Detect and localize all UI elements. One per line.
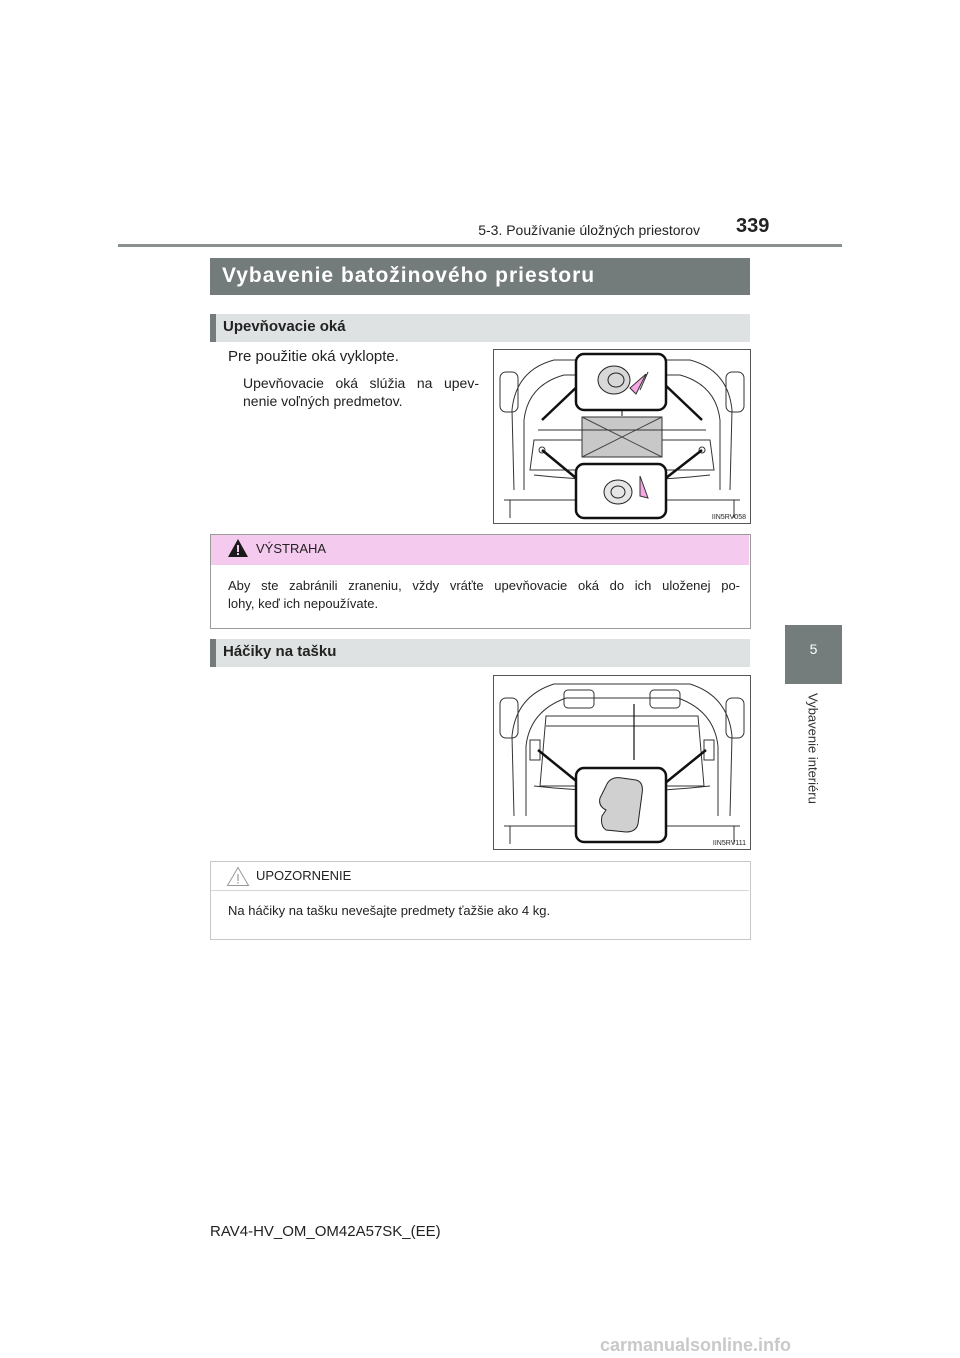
warning-text-line1: Aby ste zabránili zraneniu, vždy vráťte upevňovacie oká do ich uloženej po- — [228, 578, 740, 593]
tie-down-hooks-figure — [493, 349, 751, 524]
caution-triangle-icon — [226, 866, 250, 887]
notice-divider — [211, 890, 749, 891]
notice-title: UPOZORNENIE — [256, 868, 352, 883]
bag-hooks-illustration — [494, 676, 750, 849]
warning-triangle-icon — [227, 538, 249, 558]
warning-title: VÝSTRAHA — [256, 541, 327, 556]
chapter-number: 5 — [809, 641, 818, 657]
section1-description-line1: Upevňovacie oká slúžia na upev- — [243, 375, 479, 391]
tie-down-hooks-illustration — [494, 350, 750, 523]
section1-heading: Upevňovacie oká — [223, 318, 346, 335]
section2-heading-accent — [210, 639, 216, 667]
warning-text-line2: lohy, keď ich nepoužívate. — [228, 596, 379, 611]
bag-hooks-figure — [493, 675, 751, 850]
page-title: Vybavenie batožinového priestoru — [222, 264, 596, 287]
figure2-code: IIN5RV111 — [712, 840, 746, 847]
watermark: carmanualsonline.info — [600, 1335, 792, 1355]
header-rule — [118, 244, 842, 247]
figure1-code: IIN5RV058 — [711, 514, 746, 521]
section1-instruction: Pre použitie oká vyklopte. — [228, 348, 399, 365]
chapter-label: Vybavenie interiéru — [805, 693, 821, 804]
section2-heading: Háčiky na tašku — [223, 643, 337, 660]
section1-description-line2: nenie voľných predmetov. — [243, 393, 403, 409]
page-number: 339 — [736, 215, 770, 237]
header-section-title: 5-3. Používanie úložných priestorov — [478, 222, 700, 238]
section1-heading-accent — [210, 314, 216, 342]
document-code: RAV4-HV_OM_OM42A57SK_(EE) — [210, 1223, 441, 1240]
notice-text: Na háčiky na tašku nevešajte predmety ťažšie ako 4 kg. — [228, 903, 551, 918]
